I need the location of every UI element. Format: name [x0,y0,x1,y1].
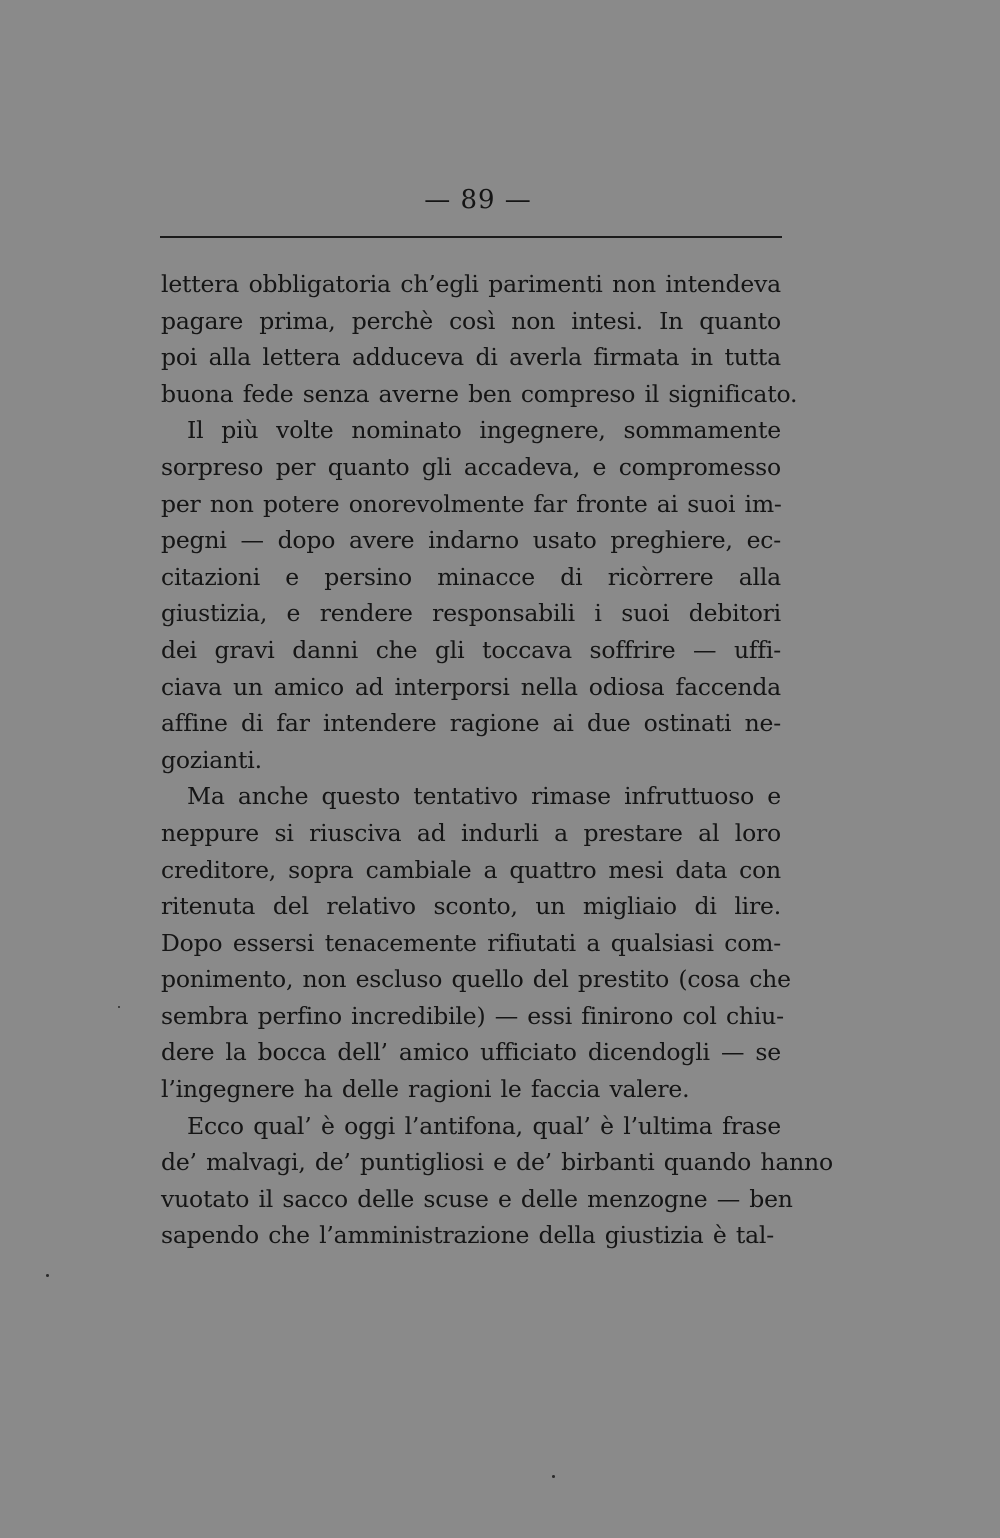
text-line: affine di far intendere ragione ai due ostinati ne- [161,709,781,738]
text-line: l’ingegnere ha delle ragioni le faccia valere. [161,1075,690,1104]
text-line: neppure si riusciva ad indurli a prestare al loro [161,818,781,847]
text-line: poi alla lettera adduceva di averla firmata in tutta [161,343,781,372]
text-line: vuotato il sacco delle scuse e delle menzogne — ben [161,1184,793,1213]
text-line: sapendo che l’amministrazione della giustizia è tal- [161,1221,774,1250]
text-line: sembra perfino incredibile) — essi finirono col chiu- [161,1001,784,1030]
paper-speck [118,1006,120,1008]
text-line: buona fede senza averne ben compreso il significato. [161,379,798,408]
paragraph [161,1108,833,1254]
text-line: giustizia, e rendere responsabili i suoi debitori [161,599,781,628]
paragraph [161,778,791,1107]
text-line: pagare prima, perchè così non intesi. In quanto [161,306,781,335]
text-line: ciava un amico ad interporsi nella odiosa faccenda [161,672,781,701]
paragraph [161,412,781,778]
header-rule [160,236,782,238]
text-line: Il più volte nominato ingegnere, sommamente [187,416,781,445]
text-line: pegni — dopo avere indarno usato preghiere, ec- [161,526,781,555]
body-text [161,266,833,1254]
text-line: Dopo essersi tenacemente rifiutati a qualsiasi com- [161,928,781,957]
text-line: dere la bocca dell’ amico ufficiato dicendogli — se [161,1038,781,1067]
text-line: Ecco qual’ è oggi l’antifona, qual’ è l’ultima frase [187,1111,781,1140]
text-line: ponimento, non escluso quello del prestito (cosa che [161,965,791,994]
text-line: Ma anche questo tentativo rimase infruttuoso e [187,782,781,811]
text-line: lettera obbligatoria ch’egli parimenti non intendeva [161,270,781,298]
paragraph [161,266,798,412]
text-line: ritenuta del relativo sconto, un migliaio di lire. [161,892,781,921]
page-number: — 89 — [424,185,532,215]
text-line: dei gravi danni che gli toccava soffrire — uffi- [161,635,781,664]
text-line: creditore, sopra cambiale a quattro mesi data con [161,855,781,884]
paper-speck [46,1274,49,1277]
text-line: gozianti. [161,745,262,774]
text-line: per non potere onorevolmente far fronte ai suoi im- [161,489,782,518]
text-line: citazioni e persino minacce di ricòrrere alla [161,562,781,591]
text-line: de’ malvagi, de’ puntigliosi e de’ birbanti quando hanno [161,1148,833,1177]
paper-speck [552,1475,555,1478]
text-line: sorpreso per quanto gli accadeva, e compromesso [161,452,781,481]
